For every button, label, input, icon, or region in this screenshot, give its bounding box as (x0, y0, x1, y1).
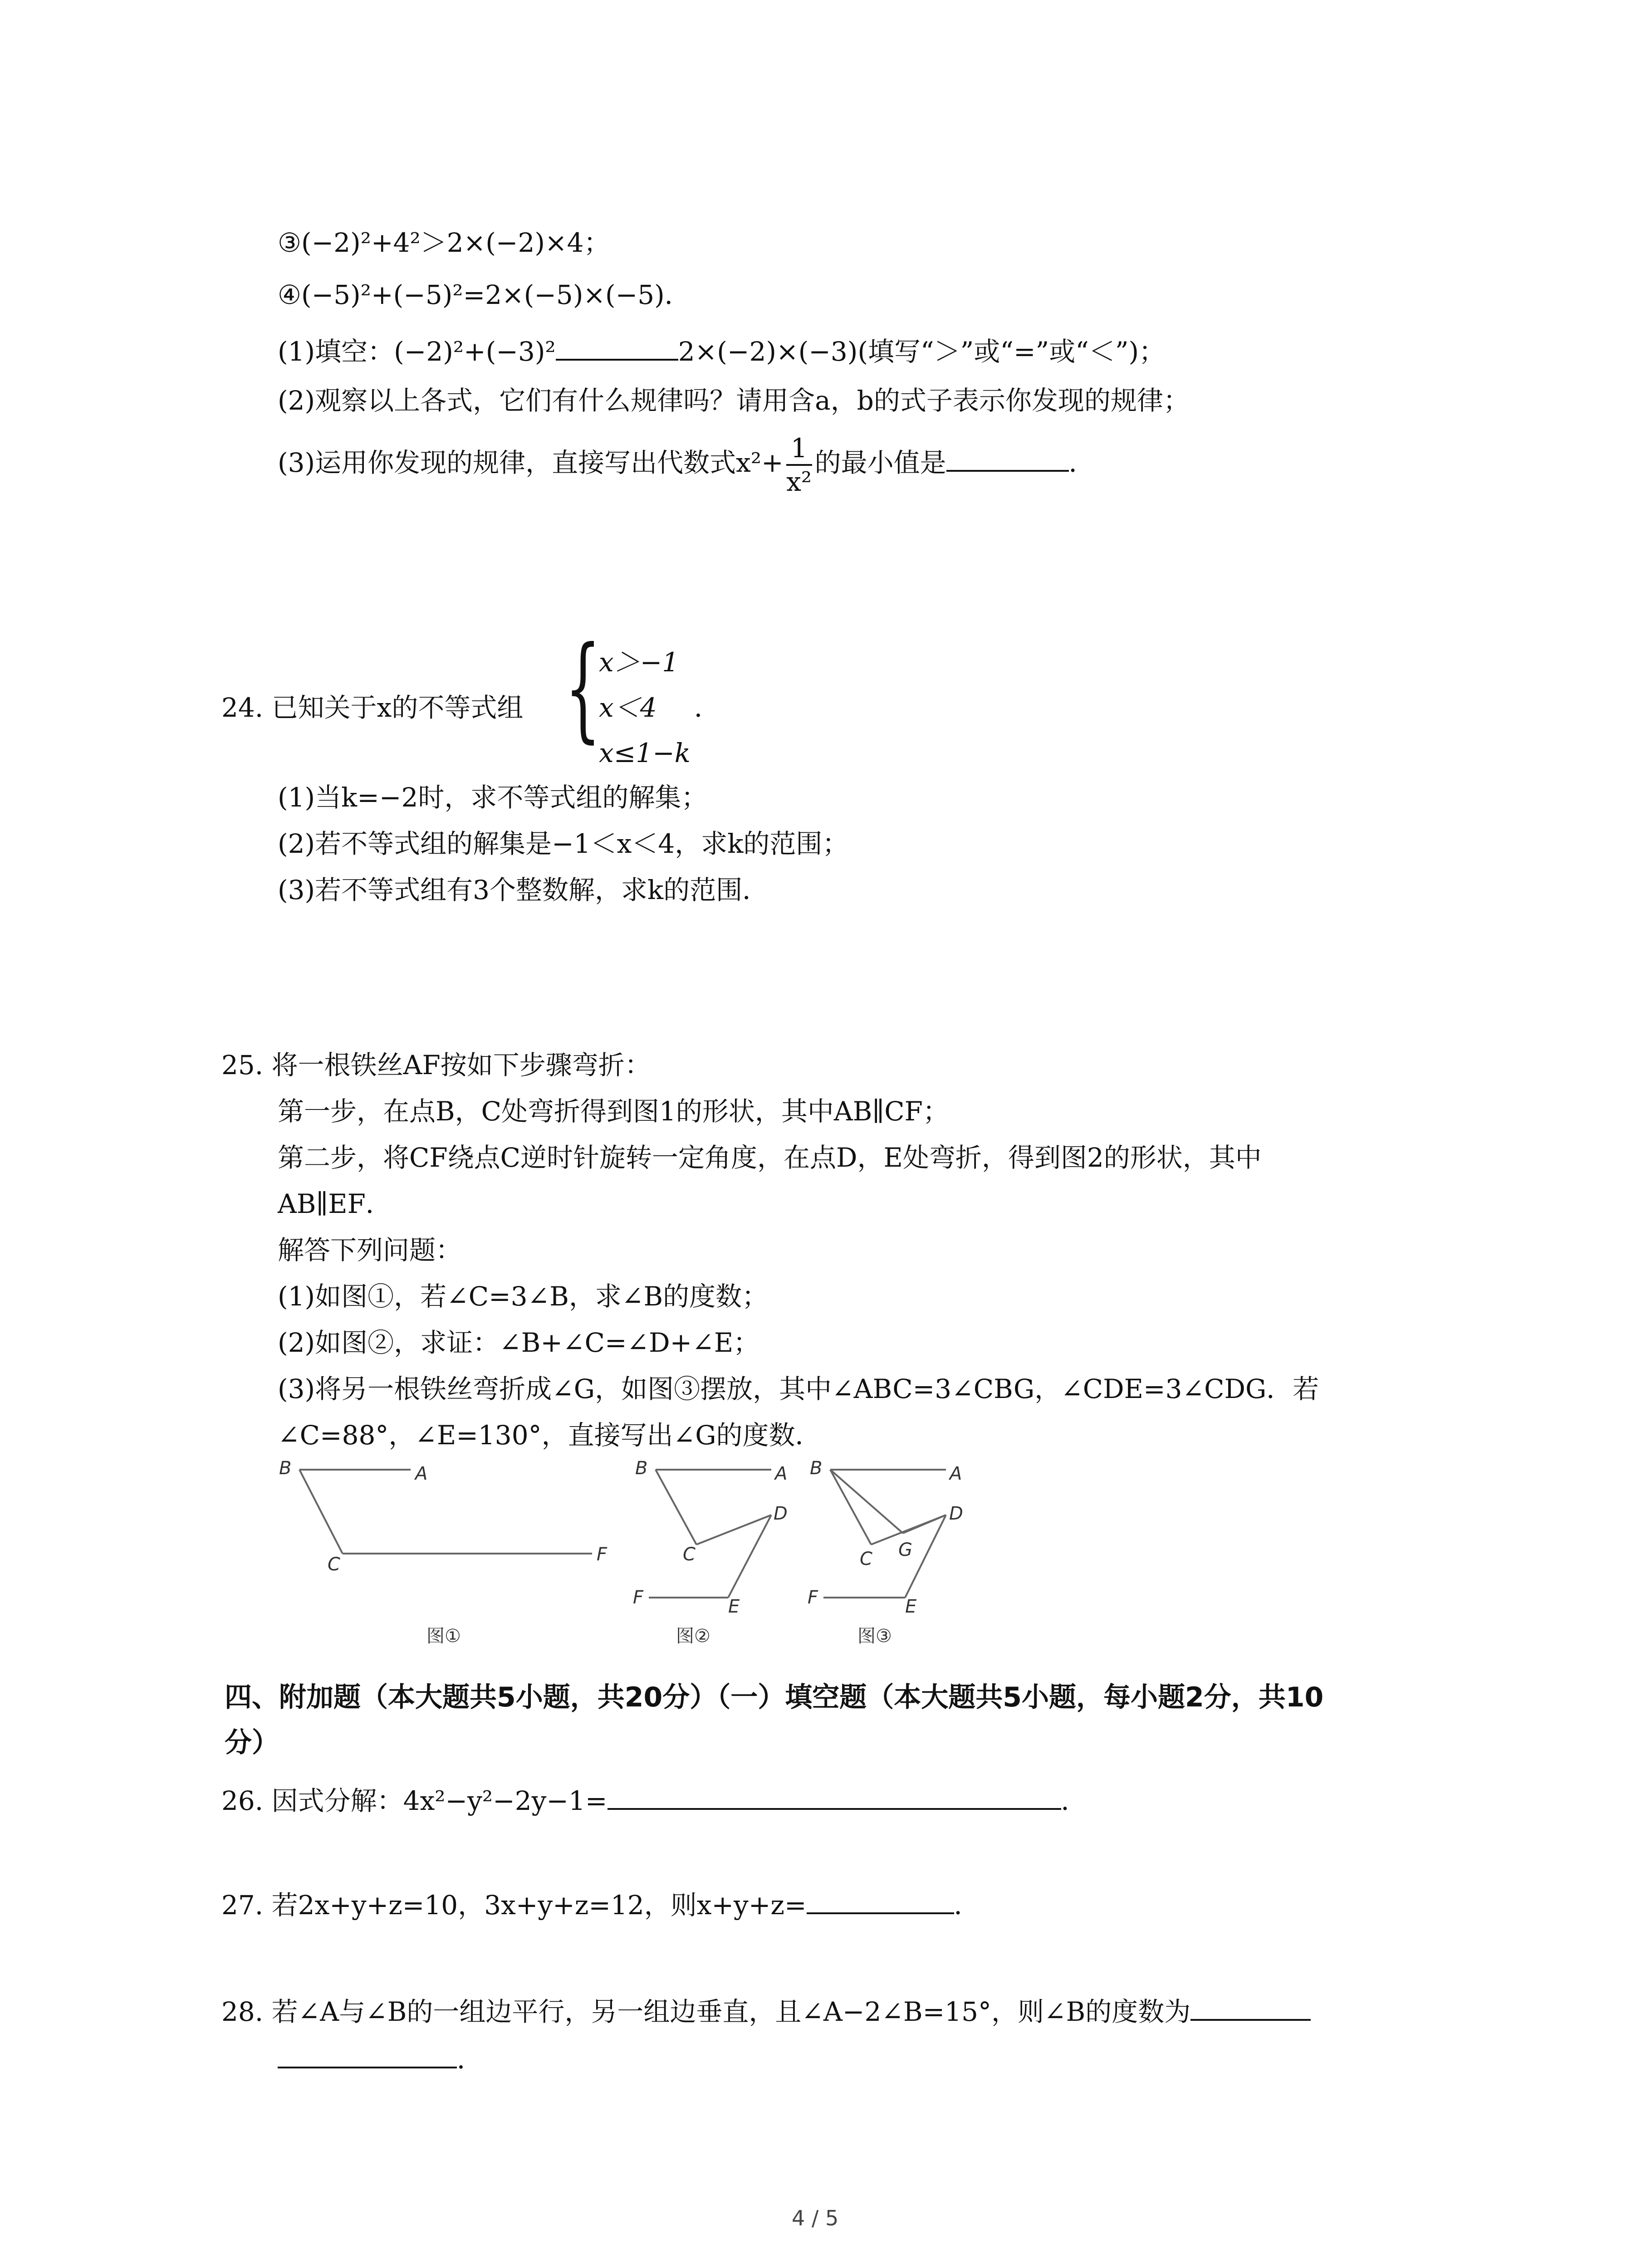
label-d: D (949, 1503, 963, 1524)
figure-1-caption: 图① (426, 1626, 461, 1647)
label-a: A (415, 1463, 428, 1484)
figure-3-caption: 图③ (857, 1626, 892, 1647)
segment-dg (903, 1515, 946, 1533)
fraction-denominator: x² (786, 466, 812, 497)
q25-instruction: 解答下列问题： (278, 1235, 462, 1266)
q24-stem-end: ． (694, 692, 721, 723)
q27 (221, 1887, 980, 1923)
label-f: F (808, 1587, 818, 1608)
label-g: G (898, 1540, 912, 1560)
q25-stem: 25. 将一根铁丝AF按如下步骤弯折： (221, 1050, 651, 1080)
section-heading: 四、附加题（本大题共5小题，共20分）（一）填空题（本大题共5小题，每小题2分，共10 (225, 1681, 1324, 1713)
q24-part-1: (1)当k=−2时，求不等式组的解集； (278, 782, 708, 813)
answer-blank[interactable] (1190, 1994, 1311, 2021)
q24-part-3: (3)若不等式组有3个整数解，求k的范围． (278, 875, 769, 905)
q23-item-4: ④(−5)²+(−5)²=2×(−5)×(−5)． (278, 279, 691, 310)
figure-2 (633, 1458, 788, 1647)
q28-text: 28. 若∠A与∠B的一组边平行，另一组边垂直，且∠A−2∠B=15°，则∠B的度数为 (221, 1996, 1191, 2027)
label-c: C (328, 1554, 340, 1575)
q23-part-1-b: 2×(−2)×(−3)(填写“＞”或“=”或“＜”)； (678, 336, 1166, 367)
label-c: C (683, 1544, 696, 1565)
q25-step-2: 第二步，将CF绕点C逆时针旋转一定角度，在点D，E处弯折，得到图2的形状，其中 (278, 1142, 1262, 1173)
label-e: E (728, 1596, 740, 1617)
segment-de (728, 1515, 771, 1598)
label-f: F (597, 1544, 607, 1565)
label-b: B (279, 1458, 292, 1479)
segment-bc (299, 1470, 343, 1554)
answer-blank-cont[interactable] (278, 2041, 457, 2068)
label-c: C (860, 1549, 872, 1569)
q23-item-3: ③(−2)²+4²＞2×(−2)×4； (278, 227, 610, 258)
q26-text: 26. 因式分解：4x²−y²−2y−1= (221, 1785, 607, 1816)
fraction-numerator: 1 (786, 432, 812, 466)
label-b: B (635, 1458, 648, 1479)
q25-part-1: (1)如图①，若∠C=3∠B，求∠B的度数； (278, 1281, 769, 1312)
q24-inequality-3: x≤1−k (599, 738, 691, 768)
q24-inequality-2: x＜4 (599, 692, 657, 723)
figure-1 (279, 1458, 607, 1647)
q25-step-2-cont: AB∥EF． (278, 1188, 392, 1219)
q23-part-3-b: 的最小值是 (814, 447, 946, 478)
label-b: B (810, 1458, 823, 1479)
q28 (221, 1994, 1311, 2030)
q24-part-2: (2)若不等式组的解集是−1＜x＜4，求k的范围； (278, 828, 849, 859)
answer-blank[interactable] (607, 1783, 1061, 1810)
q27-end: ． (954, 1890, 980, 1921)
q26-end: ． (1061, 1785, 1087, 1816)
label-f: F (633, 1587, 644, 1608)
q25-part-3: (3)将另一根铁丝弯折成∠G，如图③摆放，其中∠ABC=3∠CBG，∠CDE=3∠CDG．若 (278, 1374, 1319, 1404)
segment-cd (696, 1515, 771, 1545)
q25-part-3-cont: ∠C=88°，∠E=130°，直接写出∠G的度数． (278, 1420, 822, 1451)
q28-end: ． (457, 2044, 484, 2075)
q25-step-1: 第一步，在点B，C处弯折得到图1的形状，其中AB∥CF； (278, 1096, 949, 1127)
q27-text: 27. 若2x+y+z=10，3x+y+z=12，则x+y+z= (221, 1890, 807, 1921)
figure-2-caption: 图② (676, 1626, 710, 1647)
answer-blank[interactable] (807, 1887, 954, 1914)
q26 (221, 1783, 1087, 1819)
label-a: A (950, 1463, 962, 1484)
section-heading-cont: 分） (225, 1727, 279, 1759)
label-a: A (775, 1463, 788, 1484)
q28-cont (278, 2041, 483, 2077)
q24-stem: 24. 已知关于x的不等式组 (221, 692, 524, 723)
page-number: 4 / 5 (792, 2206, 839, 2230)
segment-bc (656, 1470, 696, 1545)
q23-part-3-end: ． (1068, 447, 1095, 478)
segment-bc (830, 1470, 871, 1545)
q24-inequality-1: x＞−1 (599, 647, 679, 678)
q25-part-2: (2)如图②，求证：∠B+∠C=∠D+∠E； (278, 1327, 760, 1358)
figure-3 (808, 1458, 963, 1647)
system-brace: { (565, 622, 601, 754)
q23-part-1-a: (1)填空：(−2)²+(−3)² (278, 336, 556, 367)
q23-part-2: (2)观察以上各式，它们有什么规律吗？请用含a，b的式子表示你发现的规律； (278, 385, 1190, 416)
label-e: E (905, 1596, 917, 1617)
label-d: D (774, 1503, 788, 1524)
segment-bg (830, 1470, 903, 1533)
q23-part-3-a: (3)运用你发现的规律，直接写出代数式x²+ (278, 447, 784, 478)
